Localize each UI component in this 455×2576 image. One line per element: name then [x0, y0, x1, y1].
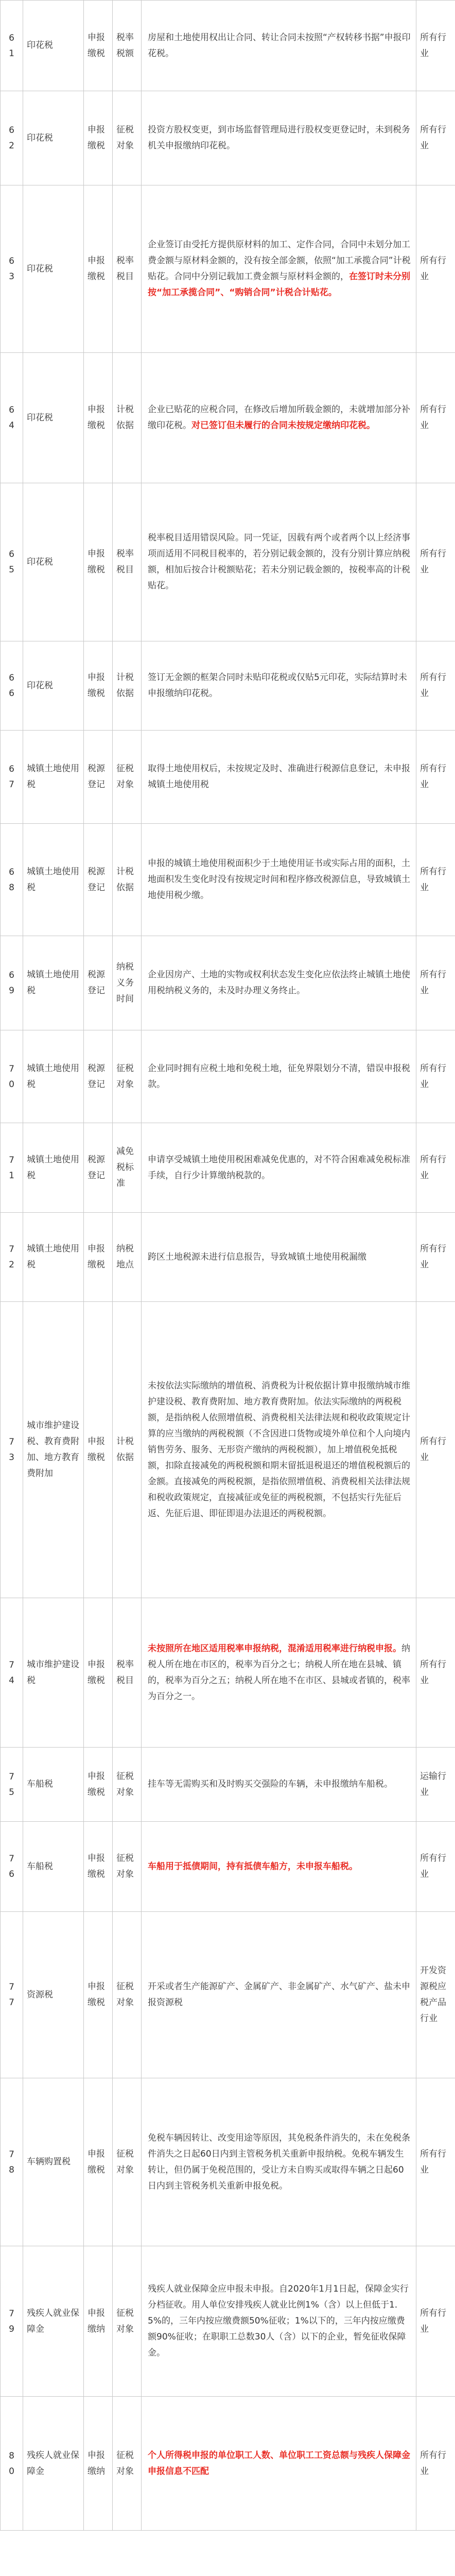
description-text: 免税车辆因转让、改变用途等原因，其免税条件消失的，未在免税条件消失之日起60日内到主管税务机关重新申报纳税。免税车辆发生转让，但仍属于免税范围的，受让方未自购买或取得车辆之日起60日内到主管税务机关重新申报免税。	[148, 2132, 410, 2191]
risk-link: 申报缴税	[84, 1822, 113, 1912]
risk-item: 征税对象	[113, 2246, 142, 2397]
tax-type: 城市维护建设税	[23, 1598, 84, 1748]
risk-description	[142, 641, 416, 731]
risk-description	[142, 1, 416, 91]
risk-description	[142, 2246, 416, 2397]
tax-type: 城镇土地使用税	[23, 936, 84, 1030]
row-number: 67	[9, 764, 14, 790]
row-number: 77	[9, 1982, 14, 2008]
row-number: 61	[9, 32, 14, 59]
risk-item: 征税对象	[113, 731, 142, 824]
risk-link: 申报缴纳	[84, 2397, 113, 2531]
applicable-industry: 所有行业	[416, 1213, 455, 1302]
row-number-cell	[1, 641, 23, 731]
row-number-cell	[1, 1302, 23, 1598]
table-row	[1, 1030, 455, 1123]
row-number: 64	[9, 405, 14, 431]
row-number: 65	[9, 549, 14, 575]
description-text: 签订无金额的框架合同时未贴印花税或仅贴5元印花，实际结算时未申报缴纳印花税。	[148, 672, 407, 699]
table-row	[1, 1822, 455, 1912]
table-row	[1, 2397, 455, 2531]
table-row	[1, 1598, 455, 1748]
description-text: 未按依法实际缴纳的增值税、消费税为计税依据计算申报缴纳城市维护建设税、教育费附加、地方教育费附加。依法实际缴纳的两税税额，是指纳税人依照增值税、消费税相关法律法规和税收政策规定计算的应当缴纳的两税税额（不含因进口货物或境外单位和个人向境内销售劳务、服务、无形资产缴纳的两税税额），加上增值税免抵税额，扣除直接减免的两税税额和期末留抵退税退还的增值税税额后的金额。直接减免的两税税额，是指依照增值税、消费税相关法律法规和税收政策规定，直接减征或免征的两税税额，不包括实行先征后返、先征后退、即征即退办法退还的两税税额。	[148, 1380, 410, 1519]
risk-link: 税源登记	[84, 1123, 113, 1213]
applicable-industry: 所有行业	[416, 2246, 455, 2397]
description-text: 残疾人就业保障金应申报未申报。自2020年1月1日起，保障金实行分档征收。用人单位安排残疾人就业比例1%（含）以上但低于1.5%的，三年内按应缴费额50%征收；1%以下的，三年内按应缴费额90%征收；在职职工总数30人（含）以下的企业，暂免征收保障金。	[148, 2284, 409, 2358]
table-row	[1, 1302, 455, 1598]
risk-link: 申报缴纳	[84, 2246, 113, 2397]
tax-type: 残疾人就业保障金	[23, 2246, 84, 2397]
row-number-cell	[1, 2078, 23, 2246]
risk-description	[142, 1030, 416, 1123]
applicable-industry: 所有行业	[416, 824, 455, 936]
highlighted-text: 车船用于抵债期间，持有抵债车船方，未申报车船税。	[148, 1861, 358, 1872]
row-number-cell	[1, 1123, 23, 1213]
table-row	[1, 824, 455, 936]
row-number-cell	[1, 185, 23, 353]
row-number-cell	[1, 1822, 23, 1912]
description-text: 房屋和土地使用权出让合同、转让合同未按照“产权转移书据”申报印花税。	[148, 32, 411, 59]
applicable-industry: 开发资源税应税产品行业	[416, 1912, 455, 2078]
risk-link: 税源登记	[84, 1030, 113, 1123]
applicable-industry: 所有行业	[416, 483, 455, 641]
row-number: 63	[9, 256, 14, 282]
applicable-industry: 所有行业	[416, 1, 455, 91]
risk-link: 申报缴税	[84, 483, 113, 641]
description-text: 挂车等无需购买和及时购买交强险的车辆，未申报缴纳车船税。	[148, 1779, 393, 1789]
highlighted-text: 未按照所在地区适用税率申报纳税，混淆适用税率进行纳税申报。	[148, 1643, 401, 1654]
risk-link: 税源登记	[84, 936, 113, 1030]
applicable-industry: 所有行业	[416, 91, 455, 185]
table-row	[1, 641, 455, 731]
risk-description	[142, 824, 416, 936]
risk-item: 征税对象	[113, 1822, 142, 1912]
risk-description	[142, 1123, 416, 1213]
row-number-cell	[1, 483, 23, 641]
row-number: 80	[9, 2450, 14, 2477]
risk-item: 征税对象	[113, 2397, 142, 2531]
row-number: 75	[9, 1771, 14, 1798]
risk-link: 申报缴税	[84, 1, 113, 91]
risk-link: 申报缴税	[84, 1302, 113, 1598]
description-text: 企业因房产、土地的实物或权利状态发生变化应依法终止城镇土地使用税纳税义务的，未及时办理义务终止。	[148, 970, 410, 996]
table-row	[1, 1912, 455, 2078]
description-text: 税率税目适用错误风险。同一凭证，因载有两个或者两个以上经济事项而适用不同税目税率的，若分别记载金额的，没有分别计算应纳税额，相加后按合计税额贴花；若未分别记载金额的，按税率高的计税贴花。	[148, 533, 410, 591]
row-number-cell	[1, 353, 23, 483]
risk-description	[142, 353, 416, 483]
risk-item: 税率税目	[113, 483, 142, 641]
table-row	[1, 1, 455, 91]
risk-link: 申报缴税	[84, 641, 113, 731]
row-number: 68	[9, 867, 14, 893]
tax-type: 车船税	[23, 1748, 84, 1822]
risk-item: 纳税义务时间	[113, 936, 142, 1030]
tax-type: 城镇土地使用税	[23, 1123, 84, 1213]
tax-type: 印花税	[23, 483, 84, 641]
table-row	[1, 936, 455, 1030]
applicable-industry: 所有行业	[416, 1302, 455, 1598]
risk-item: 征税对象	[113, 2078, 142, 2246]
tax-type: 印花税	[23, 1, 84, 91]
risk-item: 税率税目	[113, 1598, 142, 1748]
applicable-industry: 所有行业	[416, 1598, 455, 1748]
table-row	[1, 2078, 455, 2246]
risk-description	[142, 1748, 416, 1822]
risk-link: 申报缴税	[84, 1748, 113, 1822]
applicable-industry: 所有行业	[416, 1123, 455, 1213]
row-number: 66	[9, 673, 14, 699]
risk-description	[142, 2078, 416, 2246]
description-text: 投资方股权变更，到市场监督管理局进行股权变更登记时，未到税务机关申报缴纳印花税。	[148, 125, 410, 151]
risk-description	[142, 2397, 416, 2531]
applicable-industry: 所有行业	[416, 641, 455, 731]
tax-type: 城市维护建设税、教育费附加、地方教育费附加	[23, 1302, 84, 1598]
table-row	[1, 353, 455, 483]
description-text: 申请享受城镇土地使用税困难减免优惠的，对不符合困难减免税标准手续，自行少计算缴纳税款的。	[148, 1154, 410, 1181]
risk-item: 计税依据	[113, 641, 142, 731]
risk-link: 申报缴税	[84, 1912, 113, 2078]
risk-item: 计税依据	[113, 824, 142, 936]
risk-link: 申报缴税	[84, 1213, 113, 1302]
row-number: 78	[9, 2149, 14, 2175]
description-text: 取得土地使用权后，未按规定及时、准确进行税源信息登记，未申报城镇土地使用税	[148, 764, 410, 790]
row-number: 69	[9, 970, 14, 996]
risk-item: 征税对象	[113, 1912, 142, 2078]
risk-description	[142, 936, 416, 1030]
risk-description	[142, 731, 416, 824]
risk-link: 税源登记	[84, 824, 113, 936]
row-number-cell	[1, 1213, 23, 1302]
description-text: 跨区土地税源未进行信息报告，导致城镇土地使用税漏缴	[148, 1251, 366, 1262]
risk-item: 征税对象	[113, 91, 142, 185]
highlighted-text: 个人所得税申报的单位职工人数、单位职工工资总额与残疾人保障金申报信息不匹配	[148, 2450, 410, 2477]
row-number: 70	[9, 1063, 14, 1090]
tax-type: 城镇土地使用税	[23, 731, 84, 824]
description-text: 企业已贴花的应税合同，在修改后增加所载金额的，未就增加部分补缴印花税。	[148, 404, 410, 431]
risk-description	[142, 1912, 416, 2078]
row-number-cell	[1, 936, 23, 1030]
applicable-industry: 所有行业	[416, 185, 455, 353]
risk-link: 申报缴税	[84, 1598, 113, 1748]
risk-item: 纳税地点	[113, 1213, 142, 1302]
risk-item: 征税对象	[113, 1030, 142, 1123]
table-row	[1, 185, 455, 353]
tax-type: 城镇土地使用税	[23, 1030, 84, 1123]
row-number-cell	[1, 1912, 23, 2078]
tax-type: 城镇土地使用税	[23, 1213, 84, 1302]
tax-type: 印花税	[23, 185, 84, 353]
risk-item: 减免税标准	[113, 1123, 142, 1213]
table-row	[1, 1748, 455, 1822]
risk-description	[142, 1598, 416, 1748]
risk-description	[142, 483, 416, 641]
applicable-industry: 所有行业	[416, 1030, 455, 1123]
risk-item: 计税依据	[113, 353, 142, 483]
row-number: 79	[9, 2308, 14, 2334]
risk-link: 申报缴税	[84, 2078, 113, 2246]
description-text: 企业签订由受托方提供原材料的加工、定作合同，合同中未划分加工费金额与原材料金额的，没有按全部金额，依照“加工承揽合同”计税贴花。合同中分别记载加工费金额与原材料金额的，	[148, 240, 411, 282]
highlighted-text: 在签订时未分别按“加工承揽合同”、“购销合同”计税合计贴花。	[148, 272, 410, 298]
applicable-industry: 所有行业	[416, 2078, 455, 2246]
row-number-cell	[1, 1030, 23, 1123]
row-number: 74	[9, 1659, 14, 1686]
description-text: 纳税人所在地在市区的，税率为百分之七；纳税人所在地在县城、镇的，税率为百分之五；纳税人所在地不在市区、县城或者镇的，税率为百分之一。	[148, 1643, 410, 1702]
table-row	[1, 1123, 455, 1213]
tax-type: 印花税	[23, 353, 84, 483]
table-row	[1, 731, 455, 824]
row-number: 73	[9, 1437, 14, 1463]
applicable-industry: 所有行业	[416, 2397, 455, 2531]
risk-link: 申报缴税	[84, 91, 113, 185]
row-number-cell	[1, 91, 23, 185]
risk-item: 征税对象	[113, 1748, 142, 1822]
applicable-industry: 所有行业	[416, 936, 455, 1030]
risk-link: 申报缴税	[84, 185, 113, 353]
risk-description	[142, 1213, 416, 1302]
row-number-cell	[1, 1, 23, 91]
risk-description	[142, 1822, 416, 1912]
applicable-industry: 所有行业	[416, 353, 455, 483]
tax-type: 残疾人就业保障金	[23, 2397, 84, 2531]
tax-type: 城镇土地使用税	[23, 824, 84, 936]
risk-link: 申报缴税	[84, 353, 113, 483]
risk-item: 计税依据	[113, 1302, 142, 1598]
risk-link: 税源登记	[84, 731, 113, 824]
risk-description	[142, 91, 416, 185]
table-row	[1, 2246, 455, 2397]
row-number-cell	[1, 2397, 23, 2531]
row-number-cell	[1, 1748, 23, 1822]
description-text: 开采或者生产能源矿产、金属矿产、非金属矿产、水气矿产、盐未申报资源税	[148, 1981, 410, 2008]
row-number: 72	[9, 1244, 14, 1270]
tax-type: 印花税	[23, 91, 84, 185]
highlighted-text: 对已签订但未履行的合同未按规定缴纳印花税。	[191, 420, 375, 431]
table-row	[1, 483, 455, 641]
risk-item: 税率税目	[113, 185, 142, 353]
row-number-cell	[1, 824, 23, 936]
applicable-industry: 所有行业	[416, 731, 455, 824]
applicable-industry: 所有行业	[416, 1822, 455, 1912]
description-text: 申报的城镇土地使用税面积少于土地使用证书或实际占用的面积，土地面积发生变化时没有按规定时间和程序修改税源信息，导致城镇土地使用税少缴。	[148, 858, 410, 901]
row-number: 76	[9, 1854, 14, 1879]
table-row	[1, 91, 455, 185]
risk-description	[142, 185, 416, 353]
table-row	[1, 1213, 455, 1302]
row-number: 71	[9, 1155, 14, 1181]
tax-type: 印花税	[23, 641, 84, 731]
row-number: 62	[9, 125, 14, 151]
row-number-cell	[1, 731, 23, 824]
tax-type: 车船税	[23, 1822, 84, 1912]
row-number-cell	[1, 1598, 23, 1748]
tax-type: 资源税	[23, 1912, 84, 2078]
risk-item: 税率税额	[113, 1, 142, 91]
tax-type: 车辆购置税	[23, 2078, 84, 2246]
row-number-cell	[1, 2246, 23, 2397]
risk-description	[142, 1302, 416, 1598]
description-text: 企业同时拥有应税土地和免税土地，征免界限划分不清，错误申报税款。	[148, 1063, 410, 1090]
applicable-industry: 运输行业	[416, 1748, 455, 1822]
